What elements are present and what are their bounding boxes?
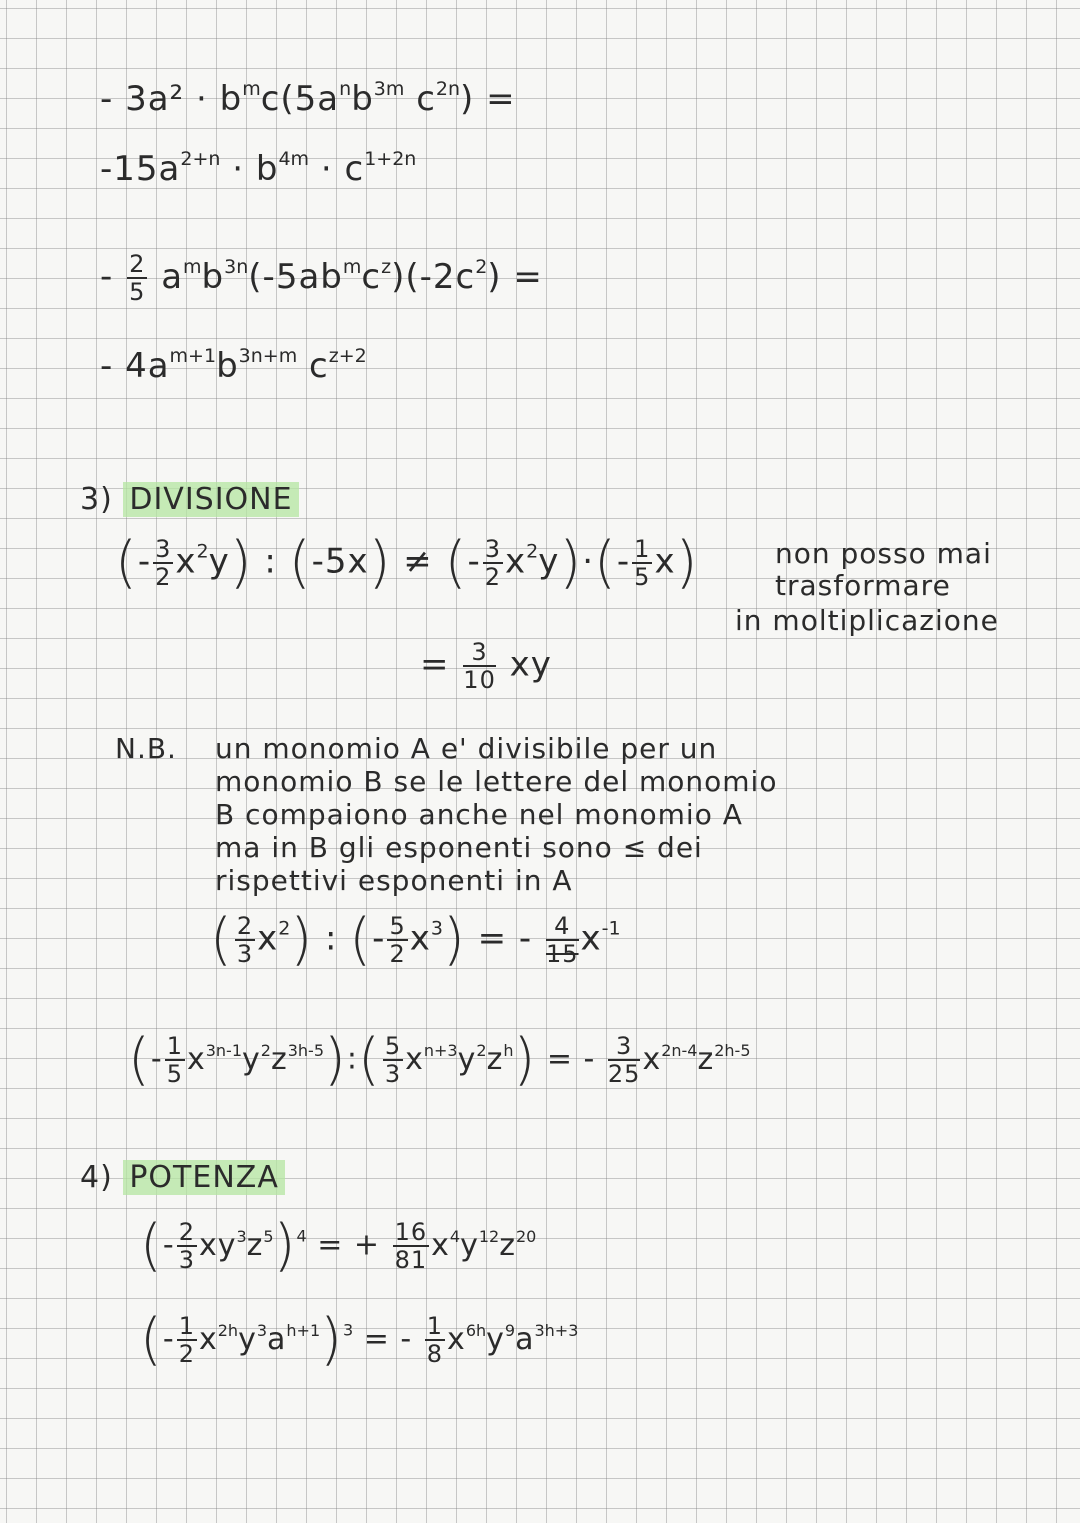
fraction: $\frac{5}{3}$: [384, 1032, 402, 1088]
fraction: $\frac{1}{2}$: [178, 1312, 195, 1368]
fraction: $\frac{5}{2}$: [389, 912, 406, 968]
division-side-note-3: in moltiplicazione: [735, 604, 999, 637]
heading-text: POTENZA: [123, 1160, 285, 1195]
fraction: $\frac{2}{3}$: [236, 912, 254, 968]
heading-number: 3): [80, 482, 113, 517]
division-ex3: (- $\frac{1}{5}$ $x^{3n-1}y^2z^{3h-5}$):( $\frac{5}{3}$ $x^{n+3}y^2z^h$) = - $\frac{3}{25}$ $x^{2n-4}z^{2h-5}$: [128, 1027, 751, 1092]
nb-text: [215, 732, 777, 897]
fraction: $\frac{4}{15}$: [545, 912, 579, 968]
note-line: trasformare: [775, 569, 951, 602]
division-ex1: (- $\frac{3}{2}$ $x^2y$) : (-5x) ≠ (- $\frac{3}{2}$ $x^2y)\cdot(-$ $\frac{1}{5}$ x): [115, 530, 699, 595]
exponent: 4: [296, 1226, 307, 1246]
division-side-note: [775, 538, 992, 602]
nb-line: ma in B gli esponenti sono ≤ dei: [215, 831, 703, 864]
heading-number: 4): [80, 1160, 113, 1195]
vars: $x^{2h}y^3a^{h+1}$: [198, 1320, 321, 1357]
vars: $x^{6h}y^9a^{3h+3}$: [447, 1320, 579, 1357]
exponent: 3: [343, 1320, 354, 1340]
fraction: $\frac{3}{25}$: [607, 1032, 641, 1088]
nb-line: un monomio A e' divisibile per un: [215, 732, 718, 765]
vars: $x^{2n-4}z^{2h-5}$: [642, 1040, 751, 1077]
mult-eq2-rhs: - $4a^{m+1}b^{3n+m}$ $c^{z+2}$: [100, 345, 367, 386]
fraction: $\frac{2}{3}$: [178, 1218, 195, 1274]
vars: $x^4y^{12}z^{20}$: [431, 1226, 537, 1263]
power-heading: [80, 1160, 285, 1195]
not-equal-sign: ≠: [403, 541, 433, 582]
mult-eq1-rhs: $-15a^{2+n} \cdot b^{4m} \cdot c^{1+2n}$: [100, 148, 417, 189]
sign: +: [353, 1227, 381, 1263]
nb-line: monomio B se le lettere del monomio: [215, 765, 778, 798]
vars: $x^{3n-1}y^2z^{3h-5}$: [186, 1040, 324, 1077]
result-vars: xy: [509, 644, 552, 685]
power-ex1: (- $\frac{2}{3}$ $xy^3z^5)^4$ = + $\frac{16}{81}$ $x^4y^{12}z^{20}$: [140, 1213, 537, 1278]
fraction: $\frac{2}{5}$: [129, 250, 146, 306]
division-ex2: ( $\frac{2}{3}$ $x^2$) : (- $\frac{5}{2}$ $x^3$) = - $\frac{4}{15}$ $x^{-1}$: [210, 907, 621, 972]
mult-eq2-lhs: [100, 252, 543, 304]
nb-label: N.B.: [115, 732, 177, 765]
minus-sign: -: [100, 256, 114, 297]
nb-line: rispettivi esponenti in A: [215, 864, 573, 897]
fraction: $\frac{3}{10}$: [463, 638, 496, 694]
fraction: $\frac{16}{81}$: [394, 1218, 428, 1274]
fraction: $\frac{1}{5}$: [634, 535, 651, 591]
division-ex1-result: = $\frac{3}{10}$ xy: [420, 638, 552, 694]
mult-eq2-rest: $a^mb^{3n}(-5ab^mc^z)(-2c^2)$ =: [161, 255, 543, 297]
vars: $xy^3z^5$: [198, 1226, 274, 1263]
heading-text: DIVISIONE: [123, 482, 298, 517]
vars: $x^{n+3}y^2z^h$: [405, 1040, 514, 1077]
fraction: $\frac{3}{2}$: [155, 535, 172, 591]
note-line: non posso mai: [775, 537, 992, 570]
division-heading: [80, 482, 299, 517]
fraction: $\frac{1}{8}$: [426, 1312, 444, 1368]
mult-eq1-lhs: - $3a^2 \cdot b^mc(5a^nb^{3m}$ $c^{2n}$) =: [100, 78, 516, 119]
nb-line: B compaiono anche nel monomio A: [215, 798, 743, 831]
fraction: $\frac{3}{2}$: [484, 535, 501, 591]
fraction: $\frac{1}{5}$: [166, 1032, 183, 1088]
power-ex2: (- $\frac{1}{2}$ $x^{2h}y^3a^{h+1})^3$ = - $\frac{1}{8}$ $x^{6h}y^9a^{3h+3}$: [140, 1307, 579, 1372]
exponent: -1: [601, 917, 621, 940]
